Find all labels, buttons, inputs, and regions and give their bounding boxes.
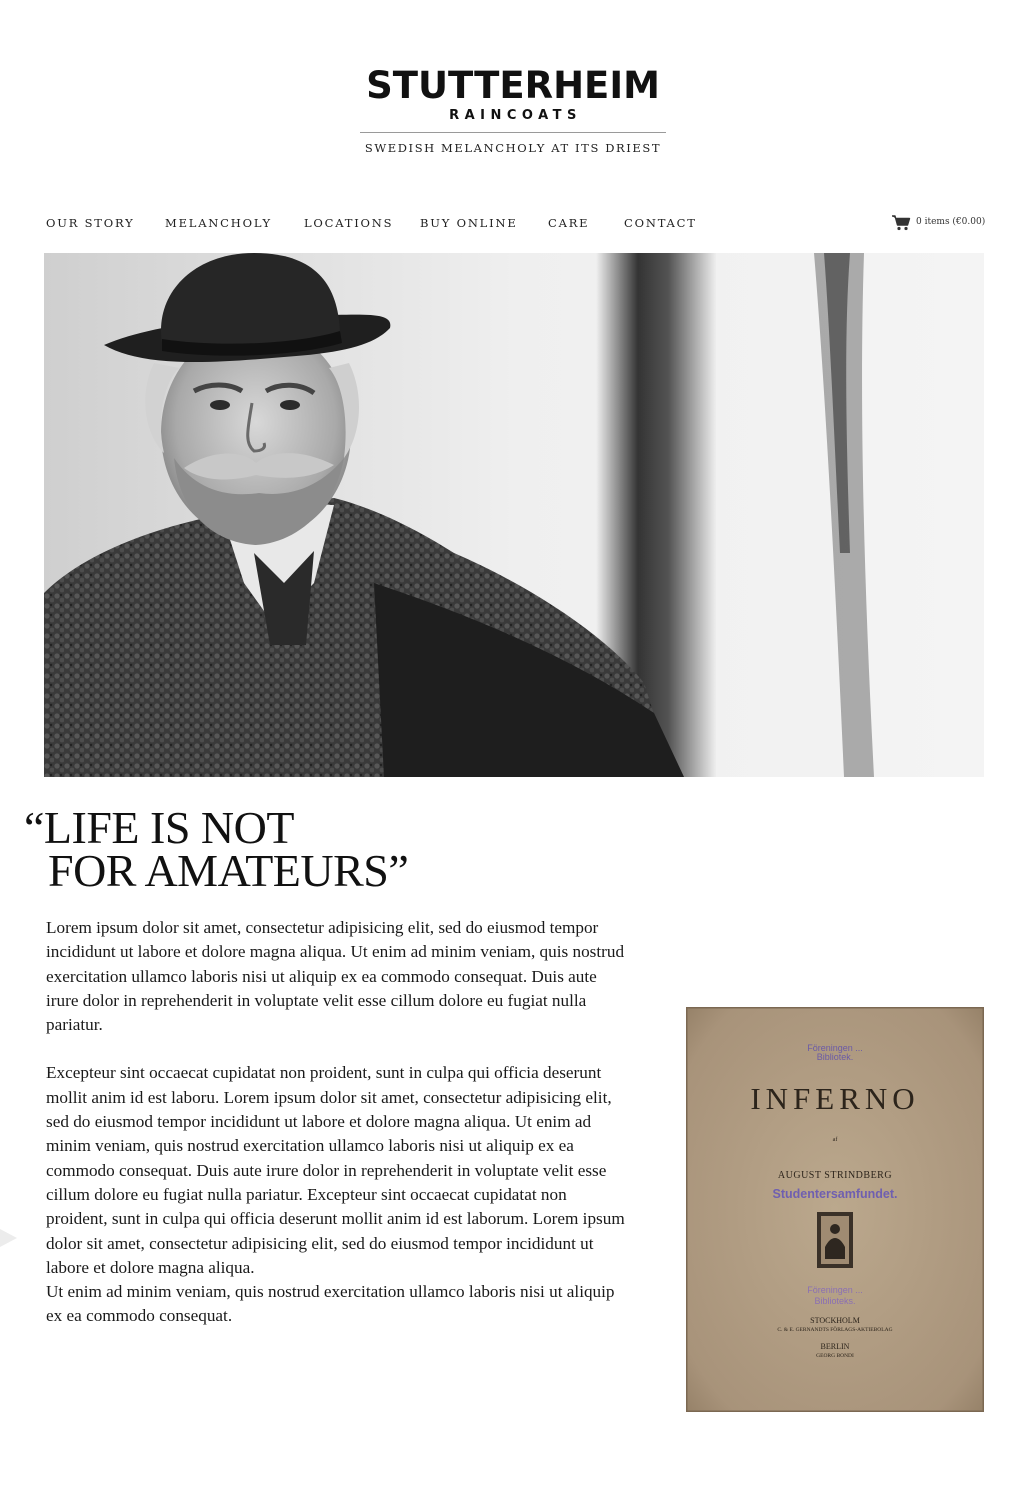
- brand-name: STUTTERHEIM: [366, 64, 660, 107]
- nav-item-care[interactable]: CARE: [548, 216, 590, 230]
- quote-line-1: “LIFE IS NOT: [24, 802, 294, 853]
- book-cover-image: [686, 1007, 984, 1412]
- nav-item-melancholy[interactable]: MELANCHOLY: [165, 216, 272, 230]
- nav-item-our-story[interactable]: OUR STORY: [46, 216, 135, 230]
- logo-divider: [360, 132, 666, 133]
- cart-summary[interactable]: [891, 214, 987, 232]
- book-stamp-mid: Studentersamfundet.: [772, 1187, 898, 1201]
- body-paragraph-3: Ut enim ad minim veniam, quis nostrud exercitation ullamco laboris nisi ut aliquip ex ea commodo consequat.: [46, 1282, 615, 1326]
- nav-item-buy-online[interactable]: BUY ONLINE: [420, 216, 518, 230]
- hero-photo: [44, 253, 984, 777]
- book-author: AUGUST STRINDBERG: [777, 1170, 893, 1181]
- quote-line-2: FOR AMATEURS”: [48, 845, 409, 896]
- nav-item-locations[interactable]: LOCATIONS: [304, 216, 394, 230]
- quote-heading: [24, 802, 544, 896]
- book-title: INFERNO: [750, 1081, 920, 1116]
- book-stamp-low-2: Biblioteks.: [814, 1296, 856, 1306]
- brand-subtitle: RAINCOATS: [449, 108, 582, 123]
- book-publisher-2: GEORG BONDI: [816, 1353, 854, 1359]
- slide-arrow-icon[interactable]: [0, 1229, 17, 1247]
- book-stamp-top-2: Bibliotek.: [816, 1052, 854, 1062]
- brand-logo[interactable]: [360, 66, 666, 155]
- book-city-1: STOCKHOLM: [810, 1316, 860, 1325]
- brand-tagline: SWEDISH MELANCHOLY AT ITS DRIEST: [364, 141, 662, 155]
- book-city-2: BERLIN: [820, 1342, 850, 1351]
- book-publisher: C. & E. GERNANDTS FÖRLAGS-AKTIEBOLAG: [777, 1327, 893, 1333]
- body-copy: [46, 916, 626, 1329]
- cart-label: 0 items (€0.00): [916, 217, 986, 227]
- cart-icon: [891, 214, 911, 231]
- body-paragraph-2: Excepteur sint occaecat cupidatat non proident, sunt in culpa qui officia deserunt mollit anim id est laboru. Lorem ipsum dolor sit amet, consectetur adipisicing elit, sed do eiusmod tempor incididunt ut labore et dolore magna aliqua. Ut enim ad minim veniam, quis nostrud exercitation ullamco laboris nisi ut aliquip ex ea commodo consequat. Duis aute irure dolor in reprehenderit in voluptate velit esse cillum dolore eu fugiat nulla pariatur. Excepteur sint occaecat cupidatat non proident, sunt in culpa qui officia deserunt mollit anim id est laborum. Lorem ipsum dolor sit amet, consectetur adipisicing elit, sed do eiusmod tempor incididunt ut labore et dolore magna aliqua.: [46, 1063, 625, 1277]
- book-stamp-top-1: Föreningen ...: [807, 1043, 863, 1053]
- book-stamp-low-1: Föreningen ...: [807, 1285, 863, 1295]
- book-af: af: [832, 1137, 838, 1143]
- body-paragraph-1: Lorem ipsum dolor sit amet, consectetur adipisicing elit, sed do eiusmod tempor incididunt ut labore et dolore magna aliqua. Ut enim ad minim veniam, quis nostrud exercitation ullamco laboris nisi ut aliquip ex ea commodo consequat. Duis aute irure dolor in reprehenderit in voluptate velit esse cillum dolore eu fugiat nulla pariatur.: [46, 918, 625, 1035]
- nav-item-contact[interactable]: CONTACT: [624, 216, 697, 230]
